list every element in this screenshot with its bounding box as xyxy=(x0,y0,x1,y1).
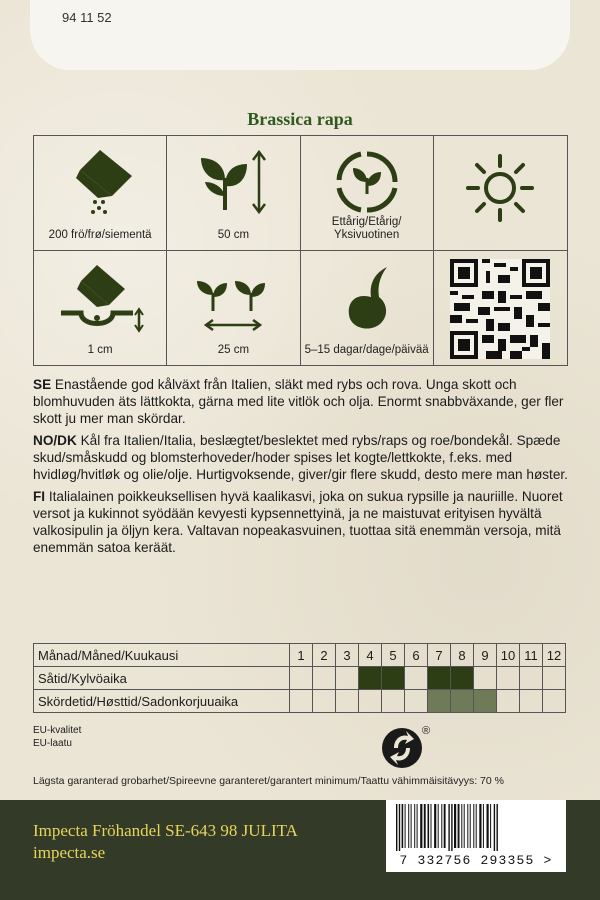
registered-mark: ® xyxy=(422,725,431,737)
calendar-month-5: 5 xyxy=(382,644,405,667)
calendar-cell xyxy=(313,690,336,713)
barcode-bar xyxy=(411,804,412,848)
germination-guarantee: Lägsta garanterad grobarhet/Spireevne garanteret/garantert minimum/Taattu vähimmäisitävyys: 70 % xyxy=(33,775,504,787)
barcode-bar xyxy=(438,804,439,848)
description-nodk: NO/DK Kål fra Italien/Italia, beslægtet/beslektet med rybs/raps og roe/bondekål. Spæde skud/småskudd og blomsterhoveder/hoder spises let kogte/lettkokte, f.eks. med hvidløg/hvitløk og olie/olje. Hurtigvoksende, giver/gir flere skudd, desto mere man høster. xyxy=(33,433,568,482)
calendar-month-12: 12 xyxy=(543,644,566,667)
calendar-cell xyxy=(543,667,566,690)
germination-time-cell xyxy=(301,251,434,366)
seeds-count-cell xyxy=(34,136,167,251)
calendar-cell xyxy=(336,690,359,713)
calendar-month-7: 7 xyxy=(428,644,451,667)
barcode-bar xyxy=(494,804,495,852)
cultivation-icon-grid xyxy=(33,135,568,366)
barcode-bar xyxy=(451,804,452,852)
calendar-cell xyxy=(497,667,520,690)
seeds-count-icon xyxy=(60,148,140,218)
calendar-cell xyxy=(474,667,497,690)
calendar-cell xyxy=(497,690,520,713)
calendar-cell xyxy=(543,690,566,713)
barcode-bar xyxy=(483,804,484,848)
sowing-depth-cell xyxy=(34,251,167,366)
calendar-cell xyxy=(290,690,313,713)
calendar-row-label: Såtid/Kylvöaika xyxy=(34,667,290,690)
barcode-bar xyxy=(405,804,406,848)
barcode-bar xyxy=(431,804,432,848)
calendar-month-10: 10 xyxy=(497,644,520,667)
calendar-cell xyxy=(405,690,428,713)
company-info xyxy=(33,820,298,864)
barcode-bar xyxy=(470,804,471,848)
annual-cycle-cell xyxy=(301,136,434,251)
qr-code-icon[interactable] xyxy=(450,259,550,359)
calendar-cell xyxy=(428,690,451,713)
green-dot-icon xyxy=(380,722,436,770)
description-fi: FI Italialainen poikkeuksellisen hyvä kaalikasvi, joka on sukua rypsille ja nauriille. Nuoret versot ja kukinnot syödään kevyesti kypsennettyinä, ja ne maistuvat erityisen hyvältä valkosipulin ja öljyn kera. Valtavan nopeakasvuinen, tuottaa sitä enemmän versoja, mitä enemmän satoa keräät. xyxy=(33,489,563,555)
eu-quality-fi: EU-laatu xyxy=(33,738,72,749)
barcode-bars xyxy=(386,800,566,852)
plant-spacing-cell xyxy=(167,251,300,366)
barcode-bar xyxy=(402,804,404,848)
calendar-cell xyxy=(405,667,428,690)
calendar-cell xyxy=(336,667,359,690)
sun-cell xyxy=(434,136,567,251)
barcode-bar xyxy=(399,804,400,852)
plant-spacing-icon xyxy=(193,263,273,335)
eu-quality-se: EU-kvalitet xyxy=(33,725,82,736)
company-name: Impecta Fröhandel SE-643 98 JULITA xyxy=(33,821,298,840)
plant-spacing-label: 25 cm xyxy=(217,344,250,356)
calendar-cell xyxy=(382,690,405,713)
barcode-bar xyxy=(441,804,442,848)
annual-cycle-icon xyxy=(327,148,407,218)
barcode-bar xyxy=(417,804,418,848)
eu-quality xyxy=(33,724,81,750)
calendar-cell xyxy=(520,667,543,690)
calendar-month-2: 2 xyxy=(313,644,336,667)
plant-height-label: 50 cm xyxy=(217,228,250,241)
calendar-cell xyxy=(451,667,474,690)
barcode-bar xyxy=(461,804,462,848)
calendar-month-header: Månad/Måned/Kuukausi xyxy=(34,644,290,667)
calendar-row xyxy=(34,667,566,690)
barcode-bar xyxy=(467,804,468,848)
calendar-cell xyxy=(428,667,451,690)
sowing-depth-icon xyxy=(55,263,145,335)
sun-icon xyxy=(460,148,540,228)
barcode-bar xyxy=(434,804,436,848)
germination-time-icon xyxy=(327,263,407,335)
barcode-bar xyxy=(444,804,446,848)
barcode-bar xyxy=(490,804,491,848)
calendar-month-6: 6 xyxy=(405,644,428,667)
growing-calendar xyxy=(33,643,566,713)
barcode-bar xyxy=(464,804,465,848)
qr-code-cell[interactable] xyxy=(434,251,567,366)
barcode-bar xyxy=(454,804,456,848)
calendar-month-1: 1 xyxy=(290,644,313,667)
seeds-count-label: 200 frö/frø/siementä xyxy=(48,228,152,241)
calendar-cell xyxy=(359,690,382,713)
barcode-digits: 7 332756 293355 > xyxy=(386,851,566,871)
calendar-month-11: 11 xyxy=(520,644,543,667)
calendar-month-8: 8 xyxy=(451,644,474,667)
barcode-bar xyxy=(448,804,449,852)
plant-height-cell xyxy=(167,136,300,251)
annual-cycle-label: Ettårig/Etårig/ Yksivuotinen xyxy=(331,215,402,241)
company-website[interactable]: impecta.se xyxy=(33,843,106,862)
description xyxy=(33,376,568,561)
barcode-bar xyxy=(428,804,430,848)
calendar-row xyxy=(34,690,566,713)
barcode-bar xyxy=(473,804,474,848)
barcode-bar xyxy=(497,804,498,852)
barcode-bar xyxy=(476,804,477,848)
calendar-month-3: 3 xyxy=(336,644,359,667)
barcode-bar xyxy=(458,804,460,848)
calendar-cell xyxy=(313,667,336,690)
plant-height-icon xyxy=(193,148,273,218)
germination-time-label: 5–15 dagar/dage/päivää xyxy=(304,344,429,356)
calendar-row-label: Skördetid/Høsttid/Sadonkorjuuaika xyxy=(34,690,290,713)
barcode-bar xyxy=(424,804,426,848)
description-se: SE Enastående god kålväxt från Italien, släkt med rybs och rova. Unga skott och blomhuvuden äts lättkokta, gärna med lite vitlök och olja. Enormt snabbväxande, ger fler skott ju mer man skördar. xyxy=(33,377,564,426)
calendar-month-4: 4 xyxy=(359,644,382,667)
barcode-bar xyxy=(420,804,422,848)
sowing-depth-label: 1 cm xyxy=(87,344,113,356)
calendar-cell xyxy=(290,667,313,690)
species-name: Brassica rapa xyxy=(247,109,353,129)
calendar-cell xyxy=(451,690,474,713)
calendar-cell xyxy=(359,667,382,690)
barcode-bar xyxy=(396,804,397,852)
calendar-header-row xyxy=(34,644,566,667)
barcode-bar xyxy=(408,804,409,848)
calendar-cell xyxy=(382,667,405,690)
calendar-month-9: 9 xyxy=(474,644,497,667)
barcode-bar xyxy=(414,804,415,848)
calendar-cell xyxy=(520,690,543,713)
barcode-bar xyxy=(479,804,481,848)
barcode-bar xyxy=(487,804,489,848)
calendar-cell xyxy=(474,690,497,713)
article-code: 94 11 52 xyxy=(62,10,112,25)
